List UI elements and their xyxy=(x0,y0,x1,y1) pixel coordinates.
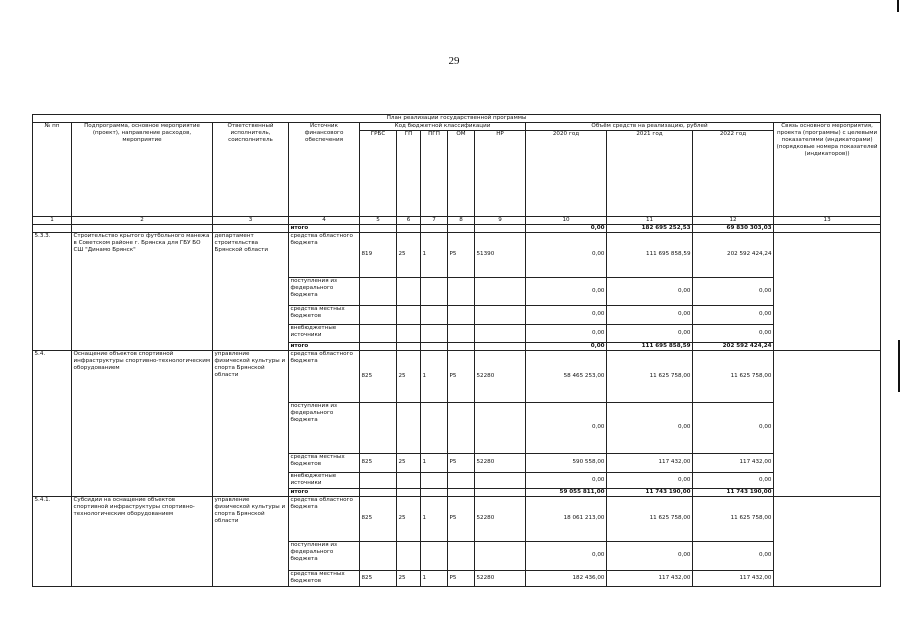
amount-2021: 117 432,00 xyxy=(607,453,693,472)
table-row xyxy=(33,232,881,277)
item-name: Субсидии на оснащение объектов спортивной инфраструктуры спортивно-технологическим оборудованием xyxy=(72,496,213,586)
item-number: 5.4. xyxy=(33,350,72,496)
col-number: 13 xyxy=(774,216,881,224)
amount-2022: 117 432,00 xyxy=(693,570,774,586)
table-row xyxy=(33,350,881,402)
funding-source: средства местных бюджетов xyxy=(289,305,360,324)
amount-2022: 117 432,00 xyxy=(693,453,774,472)
col-number: 3 xyxy=(213,216,289,224)
header-executor: Ответственный исполнитель, соисполнитель xyxy=(213,122,289,216)
total-2022: 69 830 303,03 xyxy=(693,224,774,232)
funding-source: поступления из федерального бюджета xyxy=(289,277,360,305)
total-label: итого xyxy=(289,488,360,496)
gp-code: 25 xyxy=(397,570,421,586)
item-name: Оснащение объектов спортивной инфраструктуры спортивно-технологическим оборудованием xyxy=(72,350,213,496)
amount-2020: 0,00 xyxy=(526,541,607,570)
amount-2020: 58 465 253,00 xyxy=(526,350,607,402)
funding-source: поступления из федерального бюджета xyxy=(289,402,360,453)
item-number: 5.4.1. xyxy=(33,496,72,586)
header-2020: 2020 год xyxy=(526,130,607,216)
amount-2021: 0,00 xyxy=(607,277,693,305)
amount-2021: 111 695 858,59 xyxy=(607,232,693,277)
indicator-link xyxy=(774,232,881,350)
total-2020: 0,00 xyxy=(526,224,607,232)
pgp-code: 1 xyxy=(421,350,448,402)
amount-2022: 0,00 xyxy=(693,472,774,488)
grbs-code: 825 xyxy=(360,453,397,472)
amount-2022: 202 592 424,24 xyxy=(693,232,774,277)
item-executor: управление физической культуры и спорта Брянской области xyxy=(213,350,289,496)
header-budget-code: Код бюджетной классификации xyxy=(360,122,526,130)
scan-mark-right-edge xyxy=(898,340,900,392)
gp-code: 25 xyxy=(397,232,421,277)
om-code: Р5 xyxy=(448,350,475,402)
header-om: ОМ xyxy=(448,130,475,216)
amount-2022: 0,00 xyxy=(693,305,774,324)
nr-code: 51390 xyxy=(475,232,526,277)
total-2021: 182 695 252,53 xyxy=(607,224,693,232)
amount-2020: 0,00 xyxy=(526,472,607,488)
scan-mark-top-right xyxy=(897,0,899,12)
om-code: Р5 xyxy=(448,453,475,472)
header-2021: 2021 год xyxy=(607,130,693,216)
amount-2021: 0,00 xyxy=(607,541,693,570)
funding-source: средства областного бюджета xyxy=(289,350,360,402)
amount-2020: 590 558,00 xyxy=(526,453,607,472)
header-funds: Объём средств на реализацию, рублей xyxy=(526,122,774,130)
amount-2020: 0,00 xyxy=(526,402,607,453)
total-row xyxy=(33,224,881,232)
table-row xyxy=(33,496,881,541)
col-number: 12 xyxy=(693,216,774,224)
amount-2022: 0,00 xyxy=(693,324,774,342)
pgp-code: 1 xyxy=(421,453,448,472)
column-numbers-row xyxy=(33,216,881,224)
header-link: Связь основного мероприятия, проекта (программы) с целевыми показателями (индикаторами) (порядковые номера показателей (индикаторов)) xyxy=(774,122,881,216)
col-number: 11 xyxy=(607,216,693,224)
item-executor: департамент строительства Брянской области xyxy=(213,232,289,350)
col-number: 10 xyxy=(526,216,607,224)
amount-2020: 0,00 xyxy=(526,277,607,305)
funding-source: средства областного бюджета xyxy=(289,496,360,541)
funding-source: средства местных бюджетов xyxy=(289,570,360,586)
header-pgp: ПГП xyxy=(421,130,448,216)
indicator-link xyxy=(774,496,881,586)
amount-2022: 0,00 xyxy=(693,402,774,453)
header-num: № пп xyxy=(33,122,72,216)
nr-code: 52280 xyxy=(475,570,526,586)
pgp-code: 1 xyxy=(421,496,448,541)
total-2020: 59 055 811,00 xyxy=(526,488,607,496)
gp-code: 25 xyxy=(397,453,421,472)
col-number: 7 xyxy=(421,216,448,224)
amount-2021: 11 625 758,00 xyxy=(607,350,693,402)
amount-2022: 11 625 758,00 xyxy=(693,350,774,402)
amount-2022: 0,00 xyxy=(693,277,774,305)
amount-2020: 0,00 xyxy=(526,324,607,342)
amount-2021: 0,00 xyxy=(607,305,693,324)
indicator-link xyxy=(774,350,881,496)
amount-2022: 11 625 758,00 xyxy=(693,496,774,541)
header-2022: 2022 год xyxy=(693,130,774,216)
funding-source: поступления из федерального бюджета xyxy=(289,541,360,570)
col-number: 4 xyxy=(289,216,360,224)
amount-2021: 0,00 xyxy=(607,324,693,342)
nr-code: 52280 xyxy=(475,496,526,541)
amount-2020: 0,00 xyxy=(526,232,607,277)
om-code: Р5 xyxy=(448,570,475,586)
total-2022: 202 592 424,24 xyxy=(693,342,774,350)
total-2021: 11 743 190,00 xyxy=(607,488,693,496)
amount-2022: 0,00 xyxy=(693,541,774,570)
total-2021: 111 695 858,59 xyxy=(607,342,693,350)
pgp-code: 1 xyxy=(421,232,448,277)
table-header xyxy=(33,115,881,225)
pgp-code: 1 xyxy=(421,570,448,586)
funding-source: внебюджетные источники xyxy=(289,324,360,342)
col-number: 1 xyxy=(33,216,72,224)
nr-code: 52280 xyxy=(475,453,526,472)
om-code: Р5 xyxy=(448,496,475,541)
amount-2020: 0,00 xyxy=(526,305,607,324)
amount-2021: 11 625 758,00 xyxy=(607,496,693,541)
item-executor: управление физической культуры и спорта Брянской области xyxy=(213,496,289,586)
item-name: Строительство крытого футбольного манежа в Советском районе г. Брянска для ГБУ БО СШ "Динамо Брянск" xyxy=(72,232,213,350)
page-number: 29 xyxy=(448,55,460,67)
col-number: 6 xyxy=(397,216,421,224)
total-label: итого xyxy=(289,224,360,232)
nr-code: 52280 xyxy=(475,350,526,402)
funding-source: средства областного бюджета xyxy=(289,232,360,277)
amount-2020: 182 436,00 xyxy=(526,570,607,586)
header-gp: ГП xyxy=(397,130,421,216)
gp-code: 25 xyxy=(397,350,421,402)
total-2020: 0,00 xyxy=(526,342,607,350)
amount-2021: 117 432,00 xyxy=(607,570,693,586)
header-grbs: ГРБС xyxy=(360,130,397,216)
table-caption: План реализации государственной программы xyxy=(33,115,881,123)
funding-source: внебюджетные источники xyxy=(289,472,360,488)
total-label: итого xyxy=(289,342,360,350)
col-number: 2 xyxy=(72,216,213,224)
amount-2021: 0,00 xyxy=(607,402,693,453)
amount-2020: 18 061 213,00 xyxy=(526,496,607,541)
grbs-code: 819 xyxy=(360,232,397,277)
amount-2021: 0,00 xyxy=(607,472,693,488)
grbs-code: 825 xyxy=(360,570,397,586)
gp-code: 25 xyxy=(397,496,421,541)
item-number: 5.3.3. xyxy=(33,232,72,350)
grbs-code: 825 xyxy=(360,496,397,541)
total-2022: 11 743 190,00 xyxy=(693,488,774,496)
funding-source: средства местных бюджетов xyxy=(289,453,360,472)
header-source: Источник финансового обеспечения xyxy=(289,122,360,216)
program-plan-table xyxy=(32,114,881,587)
col-number: 9 xyxy=(475,216,526,224)
col-number: 8 xyxy=(448,216,475,224)
grbs-code: 825 xyxy=(360,350,397,402)
header-nr: НР xyxy=(475,130,526,216)
header-name: Подпрограмма, основное мероприятие (проект), направление расходов, мероприятие xyxy=(72,122,213,216)
table-body xyxy=(33,224,881,586)
om-code: Р5 xyxy=(448,232,475,277)
col-number: 5 xyxy=(360,216,397,224)
